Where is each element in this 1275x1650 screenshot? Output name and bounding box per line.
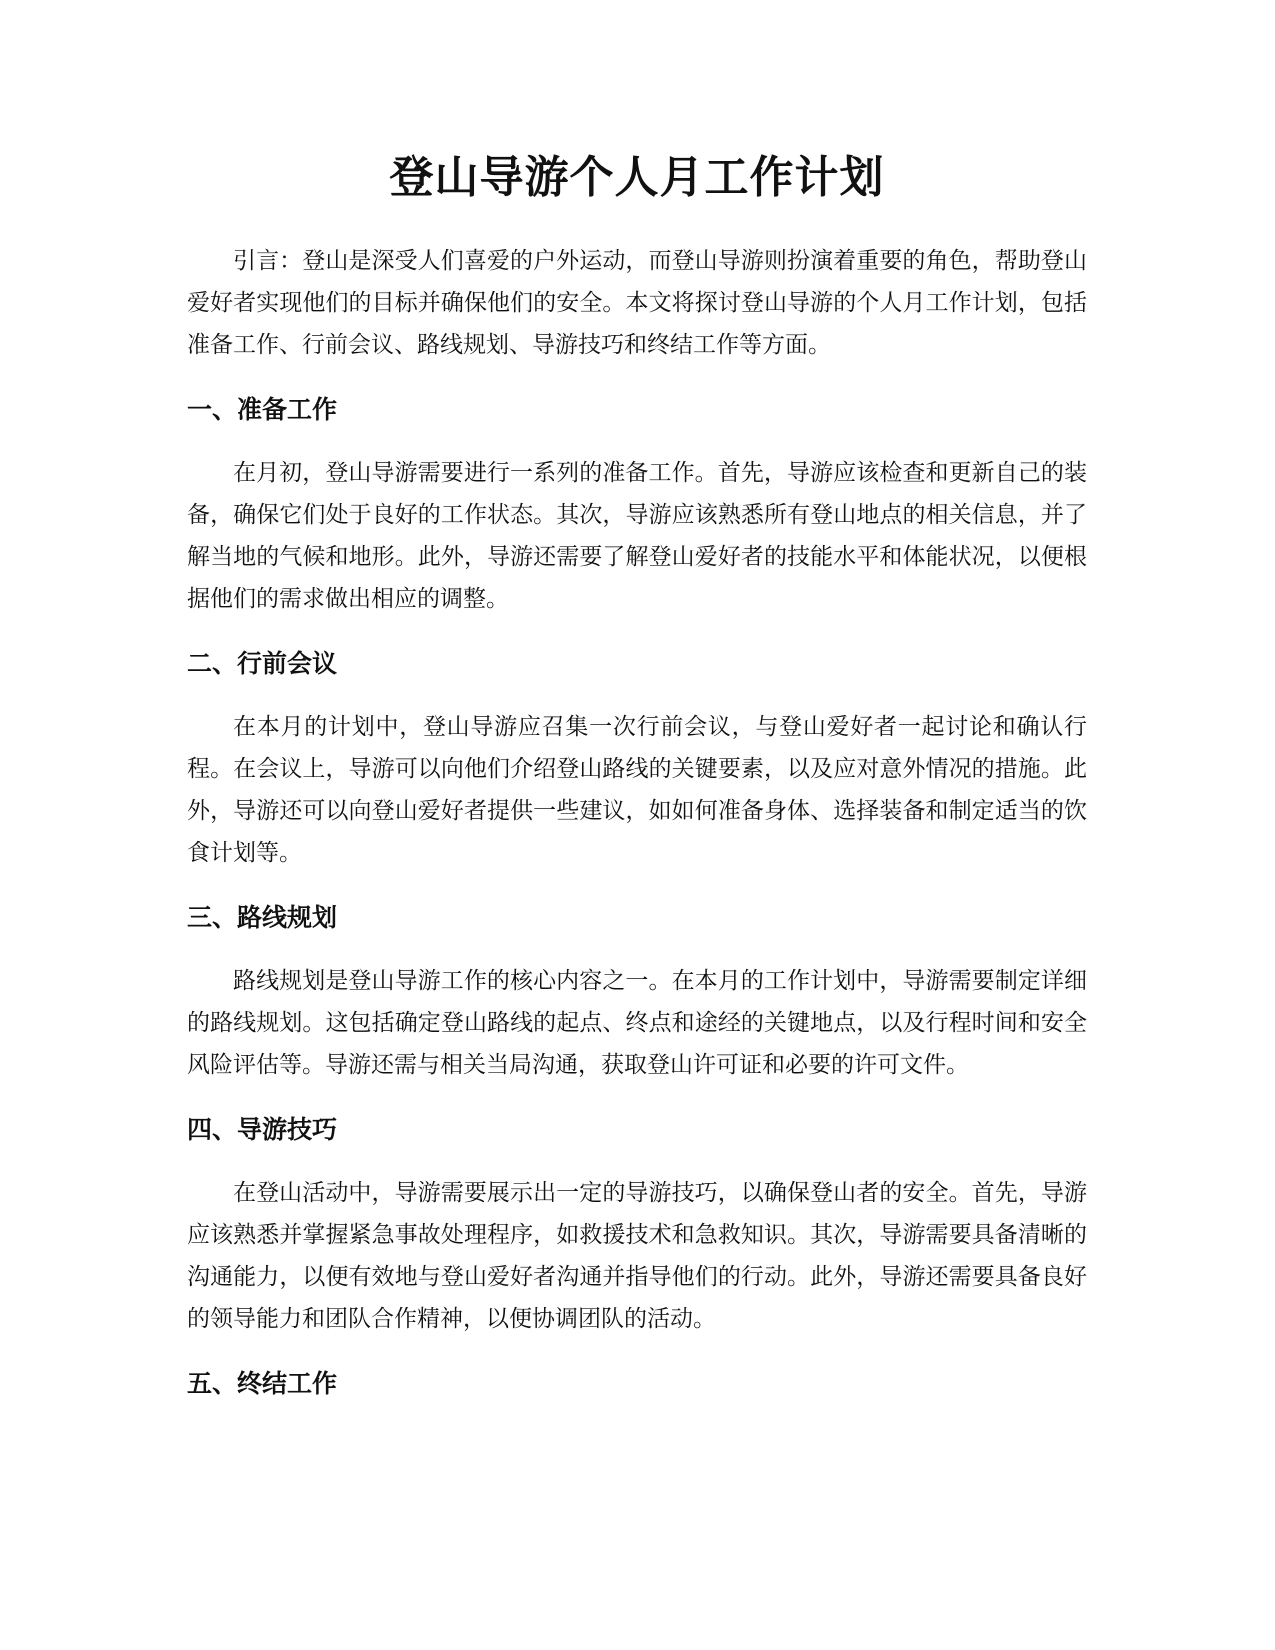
document-body: [187, 148, 1087, 1426]
section-route-planning: [187, 900, 1087, 1086]
section-conclusion-work: [187, 1366, 1087, 1402]
section-paragraph: 在登山活动中，导游需要展示出一定的导游技巧，以确保登山者的安全。首先，导游应该熟悉并掌握紧急事故处理程序，如救援技术和急救知识。其次，导游需要具备清晰的沟通能力，以便有效地与登山爱好者沟通并指导他们的行动。此外，导游还需要具备良好的领导能力和团队合作精神，以便协调团队的活动。: [187, 1180, 1087, 1332]
section-preparation: [187, 392, 1087, 620]
section-paragraph: 在月初，登山导游需要进行一系列的准备工作。首先，导游应该检查和更新自己的装备，确保它们处于良好的工作状态。其次，导游应该熟悉所有登山地点的相关信息，并了解当地的气候和地形。此外，导游还需要了解登山爱好者的技能水平和体能状况，以便根据他们的需求做出相应的调整。: [187, 460, 1087, 612]
section-heading: 二、行前会议: [187, 649, 338, 678]
section-paragraph: 路线规划是登山导游工作的核心内容之一。在本月的工作计划中，导游需要制定详细的路线规划。这包括确定登山路线的起点、终点和途经的关键地点，以及行程时间和安全风险评估等。导游还需与相关当局沟通，获取登山许可证和必要的许可文件。: [187, 968, 1087, 1078]
section-guiding-skills: [187, 1112, 1087, 1340]
section-paragraph: 在本月的计划中，登山导游应召集一次行前会议，与登山爱好者一起讨论和确认行程。在会议上，导游可以向他们介绍登山路线的关键要素，以及应对意外情况的措施。此外，导游还可以向登山爱好者提供一些建议，如如何准备身体、选择装备和制定适当的饮食计划等。: [187, 714, 1087, 866]
section-pre-trip-meeting: [187, 646, 1087, 874]
intro-paragraph: 引言：登山是深受人们喜爱的户外运动，而登山导游则扮演着重要的角色，帮助登山爱好者实现他们的目标并确保他们的安全。本文将探讨登山导游的个人月工作计划，包括准备工作、行前会议、路线规划、导游技巧和终结工作等方面。: [187, 248, 1087, 358]
section-heading: 一、准备工作: [187, 395, 338, 424]
section-heading: 五、终结工作: [187, 1369, 338, 1398]
section-heading: 四、导游技巧: [187, 1115, 338, 1144]
section-heading: 三、路线规划: [187, 903, 338, 932]
page-title: 登山导游个人月工作计划: [389, 152, 885, 203]
